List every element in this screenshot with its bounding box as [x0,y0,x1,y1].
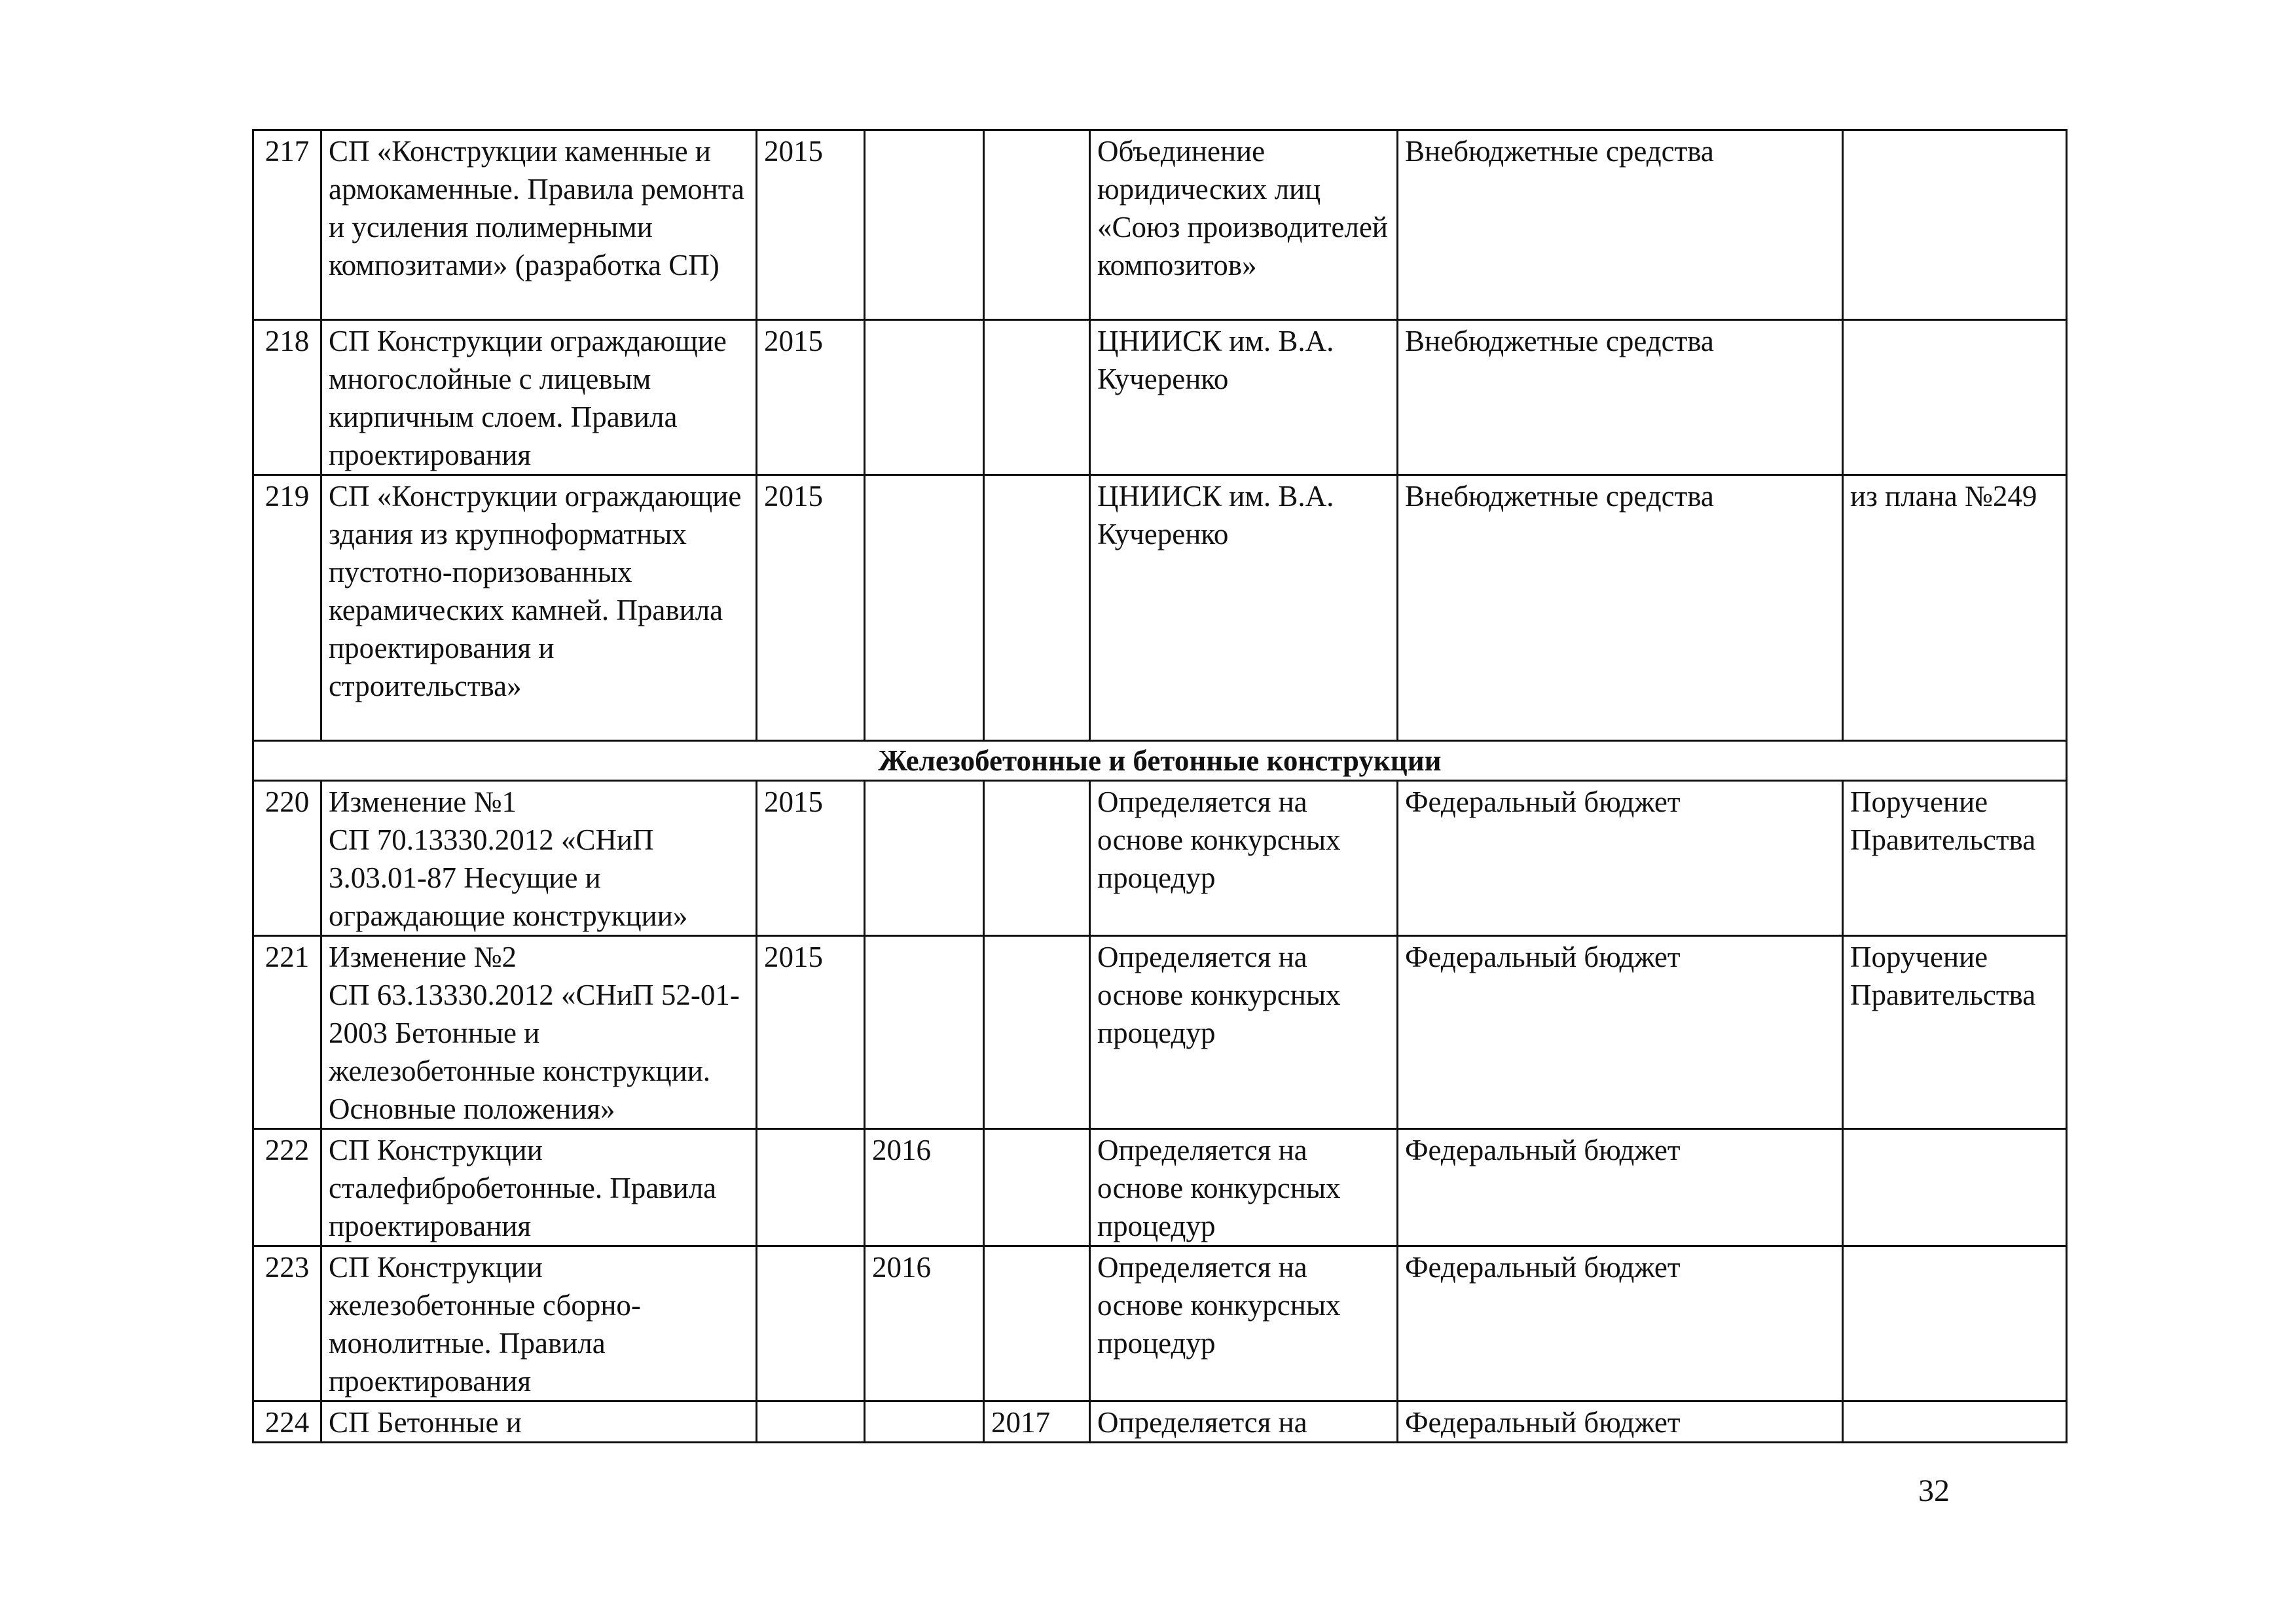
cell-year-2017 [984,320,1090,475]
developer-text: Определяется на основе конкурсных процедур [1097,941,1341,1049]
row-number-text: 218 [264,325,310,357]
document-title-text: Изменение №2 СП 63.13330.2012 «СНиП 52-01-2003 Бетонные и железобетонные конструкции. Основные положения» [329,941,740,1125]
cell-year-2016 [865,781,984,936]
cell-developer [1090,781,1398,936]
funding-source-text: Федеральный бюджет [1405,1134,1681,1166]
developer-text: Определяется на основе конкурсных процедур [1097,1134,1341,1242]
document-title-text: СП Бетонные и [329,1406,522,1439]
document-title-text: СП Конструкции сталефибробетонные. Правила проектирования [329,1134,717,1242]
document-title-text: СП «Конструкции каменные и армокаменные. Правила ремонта и усиления полимерными композитами» (разработка СП) [329,135,744,281]
cell-note [1843,1246,2067,1401]
cell-row-number [253,320,321,475]
cell-row-number [253,130,321,320]
cell-document-title [321,130,757,320]
cell-funding-source [1398,130,1843,320]
cell-document-title [321,1246,757,1401]
table-row [253,1129,2067,1246]
cell-funding-source [1398,475,1843,741]
cell-note [1843,936,2067,1129]
cell-note [1843,320,2067,475]
cell-year-2015 [757,1129,865,1246]
developer-text: Определяется на основе конкурсных процедур [1097,785,1341,894]
cell-year-2017 [984,781,1090,936]
note-text: из плана №249 [1850,480,2037,513]
row-number-text: 221 [264,941,310,973]
year-2016-text: 2016 [872,1251,931,1284]
cell-row-number [253,475,321,741]
row-number-text: 219 [264,480,310,513]
row-number-text: 217 [264,135,310,168]
year-2015-text: 2015 [764,135,823,168]
cell-year-2017 [984,1246,1090,1401]
cell-funding-source [1398,1401,1843,1443]
section-header-row [253,741,2067,781]
cell-row-number [253,1129,321,1246]
funding-source-text: Внебюджетные средства [1405,325,1714,357]
year-2017-text: 2017 [991,1406,1050,1439]
table-row [253,1401,2067,1443]
standards-plan-table [252,129,2068,1443]
year-2015-text: 2015 [764,325,823,357]
table-row [253,781,2067,936]
cell-year-2017 [984,130,1090,320]
cell-year-2015 [757,130,865,320]
developer-text: Определяется на основе конкурсных процедур [1097,1251,1341,1360]
cell-year-2016 [865,1401,984,1443]
year-2016-text: 2016 [872,1134,931,1166]
funding-source-text: Внебюджетные средства [1405,135,1714,168]
cell-year-2015 [757,781,865,936]
cell-funding-source [1398,320,1843,475]
cell-document-title [321,1129,757,1246]
cell-note [1843,1401,2067,1443]
cell-developer [1090,320,1398,475]
row-number-text: 220 [264,785,310,818]
note-text: Поручение Правительства [1850,941,2036,1011]
cell-funding-source [1398,1129,1843,1246]
document-title-text: Изменение №1 СП 70.13330.2012 «СНиП 3.03.01-87 Несущие и ограждающие конструкции» [329,785,688,932]
developer-text: Объединение юридических лиц «Союз производителей композитов» [1097,135,1388,281]
cell-document-title [321,320,757,475]
cell-document-title [321,475,757,741]
year-2015-text: 2015 [764,480,823,513]
cell-developer [1090,936,1398,1129]
table-row [253,475,2067,741]
cell-document-title [321,936,757,1129]
table-row [253,936,2067,1129]
document-title-text: СП Конструкции ограждающие многослойные с лицевым кирпичным слоем. Правила проектирования [329,325,727,471]
cell-funding-source [1398,1246,1843,1401]
cell-year-2016 [865,130,984,320]
cell-developer [1090,1246,1398,1401]
page-number: 32 [1918,1473,1950,1508]
cell-year-2016 [865,1246,984,1401]
cell-document-title [321,1401,757,1443]
year-2015-text: 2015 [764,941,823,973]
section-title: Железобетонные и бетонные конструкции [878,744,1442,777]
cell-year-2015 [757,936,865,1129]
cell-document-title [321,781,757,936]
table-row [253,320,2067,475]
funding-source-text: Внебюджетные средства [1405,480,1714,513]
row-number-text: 224 [264,1406,310,1439]
table-row [253,1246,2067,1401]
cell-note [1843,781,2067,936]
row-number-text: 222 [264,1134,310,1166]
row-number-text: 223 [264,1251,310,1284]
funding-source-text: Федеральный бюджет [1405,1251,1681,1284]
table-row [253,130,2067,320]
cell-year-2016 [865,320,984,475]
cell-developer [1090,475,1398,741]
funding-source-text: Федеральный бюджет [1405,941,1681,973]
year-2015-text: 2015 [764,785,823,818]
cell-year-2015 [757,475,865,741]
cell-developer [1090,1129,1398,1246]
cell-row-number [253,781,321,936]
cell-year-2015 [757,320,865,475]
cell-year-2015 [757,1246,865,1401]
section-header-cell [253,741,2067,781]
cell-developer [1090,130,1398,320]
cell-row-number [253,936,321,1129]
developer-text: ЦНИИСК им. В.А. Кучеренко [1097,325,1334,395]
cell-year-2017 [984,936,1090,1129]
cell-note [1843,1129,2067,1246]
developer-text: Определяется на [1097,1406,1307,1439]
document-title-text: СП Конструкции железобетонные сборно-монолитные. Правила проектирования [329,1251,641,1398]
table-body [253,130,2067,1443]
cell-year-2017 [984,1129,1090,1246]
note-text: Поручение Правительства [1850,785,2036,856]
cell-year-2016 [865,936,984,1129]
cell-year-2017 [984,1401,1090,1443]
cell-funding-source [1398,781,1843,936]
funding-source-text: Федеральный бюджет [1405,1406,1681,1439]
developer-text: ЦНИИСК им. В.А. Кучеренко [1097,480,1334,550]
cell-note [1843,130,2067,320]
cell-funding-source [1398,936,1843,1129]
cell-year-2017 [984,475,1090,741]
cell-year-2016 [865,475,984,741]
cell-year-2015 [757,1401,865,1443]
cell-row-number [253,1401,321,1443]
cell-year-2016 [865,1129,984,1246]
cell-note [1843,475,2067,741]
cell-developer [1090,1401,1398,1443]
funding-source-text: Федеральный бюджет [1405,785,1681,818]
cell-row-number [253,1246,321,1401]
document-title-text: СП «Конструкции ограждающие здания из крупноформатных пустотно-поризованных керамических камней. Правила проектирования и строительства» [329,480,742,702]
